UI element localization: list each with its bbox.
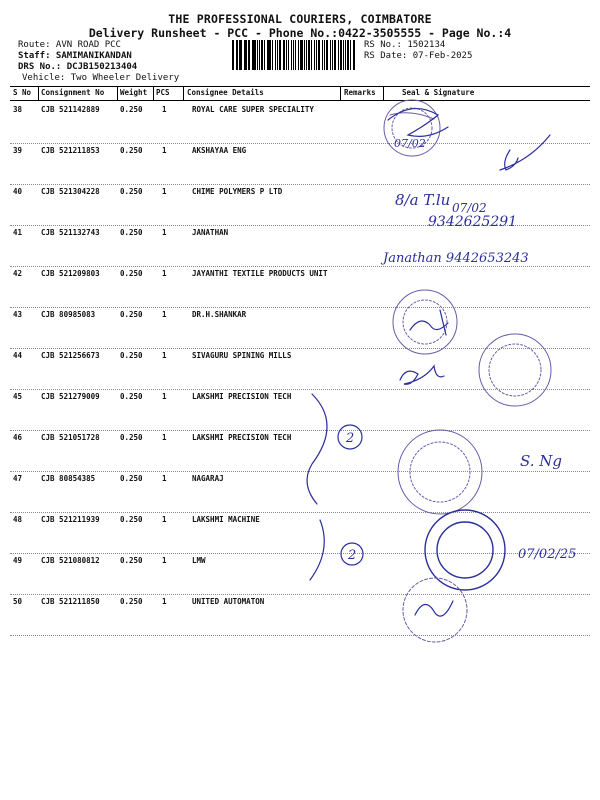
cell-weight: 0.250 — [120, 433, 143, 442]
column-divider — [383, 86, 384, 100]
cell-weight: 0.250 — [120, 310, 143, 319]
cell-consignment: CJB 521080812 — [41, 556, 100, 565]
drs-label: DRS No.: DCJB150213404 — [18, 62, 138, 72]
column-header-sno: S No — [13, 88, 32, 97]
cell-weight: 0.250 — [120, 351, 143, 360]
cell-consignee: ROYAL CARE SUPER SPECIALITY — [192, 105, 314, 114]
column-header-pcs: PCS — [156, 88, 170, 97]
cell-consignment: CJB 521279009 — [41, 392, 100, 401]
cell-sno: 40 — [13, 187, 23, 196]
cell-sno: 49 — [13, 556, 23, 565]
column-header-consignment: Consignment No — [41, 88, 105, 97]
cell-consignment: CJB 521256673 — [41, 351, 100, 360]
cell-sno: 43 — [13, 310, 23, 319]
table-row — [10, 266, 590, 308]
handwriting-row-46-mark: 2 — [346, 431, 355, 446]
cell-consignee: JANATHAN — [192, 228, 229, 237]
cell-sno: 47 — [13, 474, 23, 483]
cell-consignee: UNITED AUTOMATON — [192, 597, 265, 606]
column-header-signature: Seal & Signature — [402, 88, 475, 97]
handwriting-row-40: 8/a T.lu — [395, 191, 451, 209]
company-title: THE PROFESSIONAL COURIERS, COIMBATORE — [168, 12, 432, 26]
vehicle-label: Vehicle: Two Wheeler Delivery — [22, 73, 180, 83]
table-row — [10, 102, 590, 144]
cell-weight: 0.250 — [120, 556, 143, 565]
cell-consignee: LAKSHMI MACHINE — [192, 515, 260, 524]
rs-date: RS Date: 07-Feb-2025 — [364, 51, 473, 61]
cell-weight: 0.250 — [120, 392, 143, 401]
cell-consignee: AKSHAYAA ENG — [192, 146, 247, 155]
cell-pcs: 1 — [162, 474, 167, 483]
staff-label: Staff: SAMIMANIKANDAN — [18, 51, 132, 61]
cell-weight: 0.250 — [120, 187, 143, 196]
cell-pcs: 1 — [162, 310, 167, 319]
cell-weight: 0.250 — [120, 105, 143, 114]
cell-consignment: CJB 521211850 — [41, 597, 100, 606]
route-label: Route: AVN ROAD PCC — [18, 40, 121, 50]
table-row — [10, 512, 590, 554]
table-row — [10, 307, 590, 349]
cell-consignment: CJB 80985083 — [41, 310, 96, 319]
cell-weight: 0.250 — [120, 474, 143, 483]
handwriting-row-49-mark: 2 — [348, 548, 357, 563]
column-header-weight: Weight — [120, 88, 148, 97]
column-divider — [340, 86, 341, 100]
rs-number: RS No.: 1502134 — [364, 40, 446, 50]
table-row — [10, 430, 590, 472]
cell-sno: 46 — [13, 433, 23, 442]
cell-sno: 45 — [13, 392, 23, 401]
cell-pcs: 1 — [162, 228, 167, 237]
cell-sno: 50 — [13, 597, 23, 606]
table-row — [10, 553, 590, 595]
handwriting-row-38-date: 07/02 — [394, 137, 426, 150]
barcode — [232, 40, 356, 70]
cell-consignee: LAKSHMI PRECISION TECH — [192, 433, 292, 442]
column-header-consignee: Consignee Details — [187, 88, 264, 97]
cell-pcs: 1 — [162, 146, 167, 155]
cell-consignment: CJB 521211853 — [41, 146, 100, 155]
cell-sno: 38 — [13, 105, 23, 114]
handwriting-row-47: S. Ng — [520, 452, 563, 470]
cell-weight: 0.250 — [120, 228, 143, 237]
table-row — [10, 594, 590, 636]
cell-pcs: 1 — [162, 556, 167, 565]
table-row — [10, 471, 590, 513]
cell-consignee: CHIME POLYMERS P LTD — [192, 187, 283, 196]
handwriting-row-40-phone: 9342625291 — [428, 214, 518, 230]
runsheet-subtitle: Delivery Runsheet - PCC - Phone No.:0422-3505555 - Page No.:4 — [88, 26, 512, 40]
cell-pcs: 1 — [162, 187, 167, 196]
column-divider — [117, 86, 118, 100]
cell-consignment: CJB 521142889 — [41, 105, 100, 114]
cell-consignment: CJB 521304228 — [41, 187, 100, 196]
table-row — [10, 348, 590, 390]
handwriting-row-49-date: 07/02/25 — [518, 547, 577, 562]
cell-consignee: JAYANTHI TEXTILE PRODUCTS UNIT — [192, 269, 328, 278]
cell-pcs: 1 — [162, 105, 167, 114]
column-divider — [153, 86, 154, 100]
handwriting-row-40-date: 07/02 — [452, 201, 487, 215]
cell-pcs: 1 — [162, 269, 167, 278]
table-row — [10, 143, 590, 185]
table-header-border — [10, 100, 590, 101]
column-divider — [38, 86, 39, 100]
column-header-remarks: Remarks — [344, 88, 376, 97]
cell-weight: 0.250 — [120, 146, 143, 155]
table-row — [10, 225, 590, 267]
cell-pcs: 1 — [162, 597, 167, 606]
cell-consignee: NAGARAJ — [192, 474, 224, 483]
column-divider — [183, 86, 184, 100]
cell-pcs: 1 — [162, 392, 167, 401]
cell-consignment: CJB 521211939 — [41, 515, 100, 524]
cell-sno: 39 — [13, 146, 23, 155]
cell-consignee: DR.H.SHANKAR — [192, 310, 247, 319]
cell-consignment: CJB 521209803 — [41, 269, 100, 278]
cell-consignment: CJB 521051728 — [41, 433, 100, 442]
cell-weight: 0.250 — [120, 515, 143, 524]
cell-sno: 44 — [13, 351, 23, 360]
cell-consignment: CJB 521132743 — [41, 228, 100, 237]
cell-sno: 41 — [13, 228, 23, 237]
cell-consignee: LAKSHMI PRECISION TECH — [192, 392, 292, 401]
cell-weight: 0.250 — [120, 269, 143, 278]
cell-pcs: 1 — [162, 433, 167, 442]
cell-sno: 42 — [13, 269, 23, 278]
cell-consignee: LMW — [192, 556, 206, 565]
cell-pcs: 1 — [162, 351, 167, 360]
cell-consignment: CJB 80854385 — [41, 474, 96, 483]
cell-pcs: 1 — [162, 515, 167, 524]
handwriting-row-42: Janathan 9442653243 — [383, 251, 529, 266]
cell-sno: 48 — [13, 515, 23, 524]
cell-weight: 0.250 — [120, 597, 143, 606]
table-row — [10, 184, 590, 226]
cell-consignee: SIVAGURU SPINING MILLS — [192, 351, 292, 360]
table-row — [10, 389, 590, 431]
